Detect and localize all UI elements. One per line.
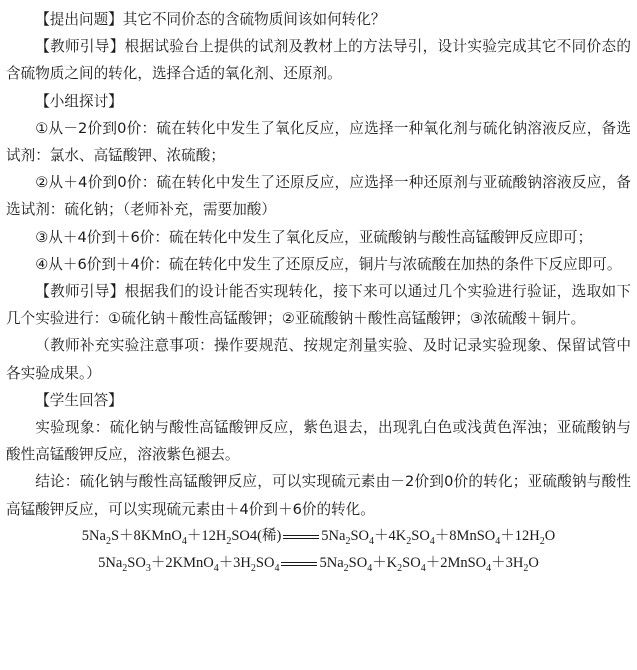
paragraph-item-4: ④从＋6价到＋4价：硫在转化中发生了还原反应，铜片与浓硫酸在加热的条件下反应即可。 <box>35 255 622 273</box>
equation-equals-sign <box>283 535 319 539</box>
paragraph-item-1: ①从－2价到0价：硫在转化中发生了氧化反应，应选择一种氧化剂与硫化钠溶液反应，备选试剂：氯水、高锰酸钾、浓硫酸； <box>6 119 631 165</box>
paragraph-teacher-guide-2: 【教师引导】根据我们的设计能否实现转化，接下来可以通过几个实验进行验证，选取如下几个实验进行：①硫化钠＋酸性高锰酸钾；②亚硫酸钠＋酸性高锰酸钾；③浓硫酸＋铜片。 <box>6 283 631 328</box>
paragraph-teacher-guide-1: 【教师引导】根据试验台上提供的试剂及教材上的方法导引，设计实验完成其它不同价态的含硫物质之间的转化，选择合适的氧化剂、还原剂。 <box>6 38 631 83</box>
equation-2: $5Na_2SO_3+2KMnO_4+3H_2SO_4$ $5Na_2SO_4+K_2SO_4+2MnSO_4+3H_2O$ <box>98 554 539 574</box>
heading-student-answer: 【学生回答】 <box>35 391 123 409</box>
paragraph-raise-question: 【提出问题】其它不同价态的含硫物质间该如何转化？ <box>35 11 386 28</box>
paragraph-observation: 实验现象：硫化钠与酸性高锰酸钾反应，紫色退去，出现乳白色或浅黄色浑浊；亚硫酸钠与酸性高锰酸钾反应，溶液紫色褪去。 <box>6 419 631 464</box>
paragraph-item-3: ③从＋4价到＋6价：硫在转化中发生了氧化反应，亚硫酸钠与酸性高锰酸钾反应即可； <box>35 228 593 246</box>
equation-1: $5Na_2S+8KMnO_4+12H_2SO4$(稀) $5Na_2SO_4+4K_2SO_4+8MnSO_4+12H_2O$ <box>81 527 556 547</box>
paragraph-teacher-note: （教师补充实验注意事项：操作要规范、按规定剂量实验、及时记录实验现象、保留试管中各实验成果。） <box>6 337 631 382</box>
paragraph-conclusion: 结论：硫化钠与酸性高锰酸钾反应，可以实现硫元素由－2价到0价的转化；亚硫酸钠与酸性高锰酸钾反应，可以实现硫元素由＋4价到＋6价的转化。 <box>6 473 631 518</box>
heading-group-discussion: 【小组探讨】 <box>35 92 123 110</box>
equation-equals-sign <box>281 562 317 566</box>
paragraph-item-2: ②从＋4价到0价：硫在转化中发生了还原反应，应选择一种还原剂与亚硫酸钠溶液反应，备选试剂：硫化钠；（老师补充，需要加酸） <box>6 174 631 219</box>
